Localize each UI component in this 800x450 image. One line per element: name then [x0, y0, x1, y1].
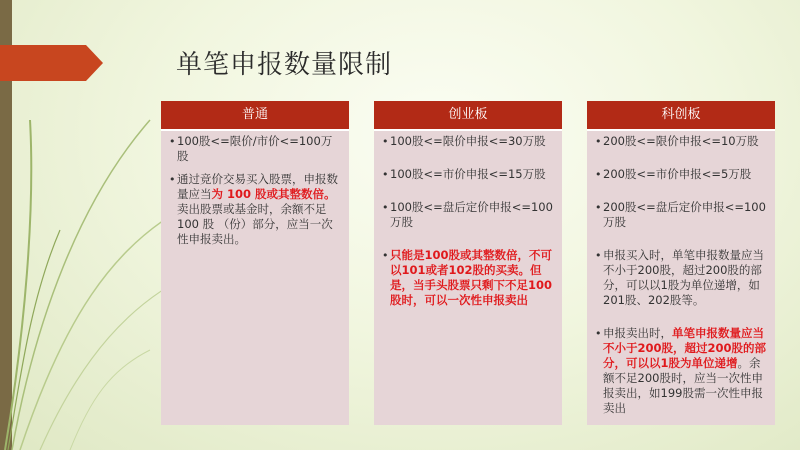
bullet-icon: •: [595, 201, 602, 214]
list-item: • 100股<=市价申报<=15万股: [382, 167, 546, 181]
column-regular: [161, 101, 349, 425]
list-item: • 200股<=盘后定价申报<=100万股: [595, 200, 766, 229]
column-header-star: 科创板: [587, 101, 775, 131]
bullet-icon: •: [382, 249, 389, 262]
title-arrow-shape: [0, 45, 103, 81]
bullet-icon: •: [382, 135, 389, 148]
list-item: • 100股<=限价/市价<=100万股: [169, 134, 333, 163]
list-item: • 申报买入时，单笔申报数量应当不小于200股，超过200股的部分，可以以1股为单位递增，如201股、202股等。: [595, 248, 764, 307]
bullet-icon: •: [595, 249, 602, 262]
column-gem: [374, 101, 562, 425]
bullet-icon: •: [382, 201, 389, 214]
list-item: • 通过竞价交易买入股票，申报数量应当为 100 股或其整数倍。卖出股票或基金时，余额不足 100 股 （份）部分，应当一次性申报卖出。: [169, 172, 338, 246]
list-item: • 200股<=限价申报<=10万股: [595, 134, 759, 148]
list-item: • 100股<=限价申报<=30万股: [382, 134, 546, 148]
list-item: • 200股<=市价申报<=5万股: [595, 167, 752, 181]
column-header-gem: 创业板: [374, 101, 562, 131]
list-item: • 100股<=盘后定价申报<=100万股: [382, 200, 553, 229]
bullet-icon: •: [595, 135, 602, 148]
column-header-regular: 普通: [161, 101, 349, 131]
list-item: • 只能是100股或其整数倍，不可以101或者102股的买卖。但是，当手头股票只剩下不足100股时，可以一次性申报卖出: [382, 248, 553, 307]
bullet-icon: •: [169, 135, 176, 148]
list-item: • 申报卖出时，单笔申报数量应当不小于200股，超过200股的部分，可以以1股为单位递增。余额不足200股时，应当一次性申报卖出，如199股需一次性申报卖出: [595, 326, 767, 415]
bullet-icon: •: [595, 327, 602, 340]
bullet-icon: •: [595, 168, 602, 181]
bullet-icon: •: [169, 173, 176, 186]
bullet-icon: •: [382, 168, 389, 181]
page-title: 单笔申报数量限制: [176, 50, 393, 80]
column-star: [587, 101, 775, 425]
